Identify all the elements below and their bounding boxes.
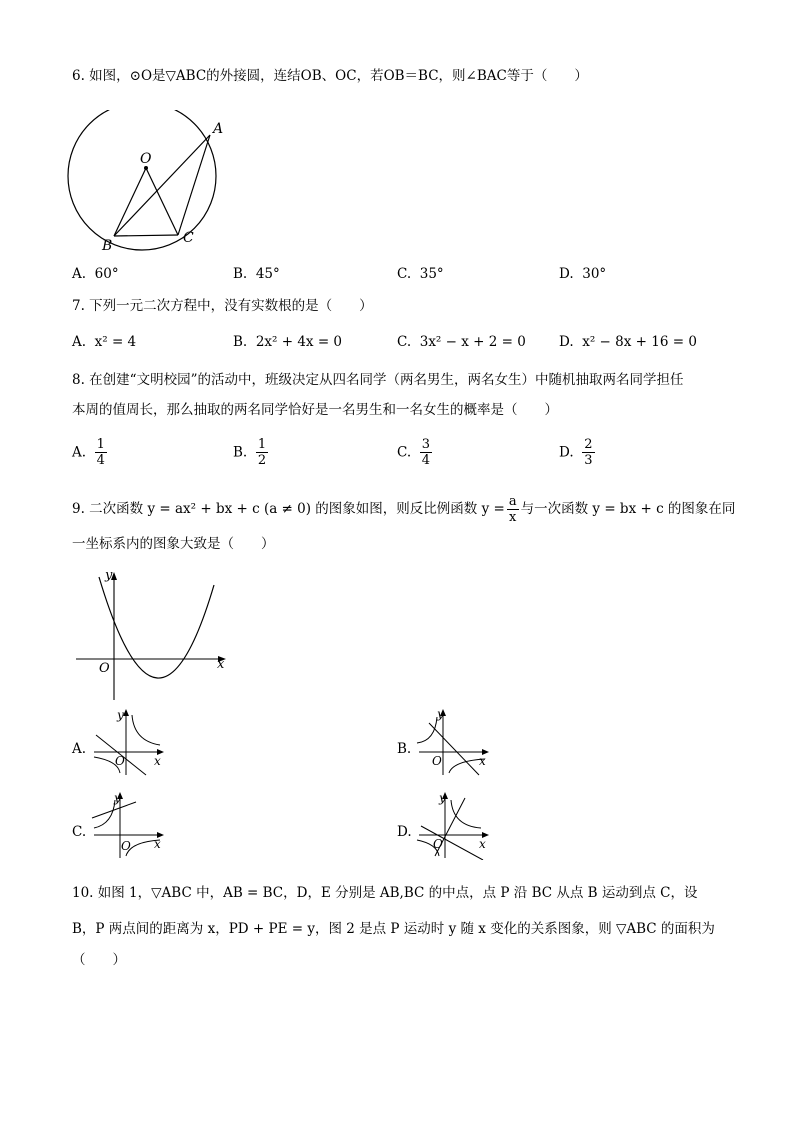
svg-text:y: y (437, 707, 444, 721)
q9-option-c[interactable]: C. (72, 824, 87, 840)
svg-text:y: y (114, 791, 121, 805)
svg-text:O: O (433, 837, 443, 851)
q8-option-d[interactable]: D. $\frac{2}{3}$ (559, 437, 593, 468)
q8-option-c[interactable]: C. $\frac{3}{4}$ (397, 437, 431, 468)
q7-stem: 7. 下列一元二次方程中，没有实数根的是（ ） (72, 298, 373, 314)
q9-stem-line1: 9. 二次函数 y = ax² + bx + c (a ≠ 0) 的图象如图，则反比例函数 y = $\frac{a}{x}$ 与一次函数 y = bx + c 的图象在同 (72, 494, 736, 525)
svg-text:x: x (479, 754, 486, 768)
q8-stem-line1: 8. 在创建“文明校园”的活动中，班级决定从四名同学（两名男生，两名女生）中随机抽取两名同学担任 (72, 372, 684, 388)
q9-parabola-figure (72, 565, 232, 705)
q6-option-c[interactable]: C. 35° (397, 266, 444, 282)
svg-text:x: x (154, 754, 161, 768)
label-O: O (140, 151, 152, 167)
q6-option-d[interactable]: D. 30° (559, 266, 607, 282)
svg-text:y: y (105, 568, 113, 583)
q9-option-b-graph[interactable] (413, 705, 495, 777)
svg-text:O: O (115, 754, 125, 768)
q10-stem-line2: B，P 两点间的距离为 x，PD + PE = y，图 2 是点 P 运动时 y 随 x 变化的关系图象，则 ▽ABC 的面积为 (72, 921, 715, 937)
q6-option-b[interactable]: B. 45° (233, 266, 280, 282)
q8-stem-line2: 本周的值周长，那么抽取的两名同学恰好是一名男生和一名女生的概率是（ ） (72, 402, 558, 418)
svg-text:x: x (217, 657, 225, 672)
q8-option-b[interactable]: B. $\frac{1}{2}$ (233, 437, 267, 468)
svg-text:x: x (479, 837, 486, 851)
q9-option-a-graph[interactable] (88, 705, 170, 777)
q9-stem-line2: 一坐标系内的图象大致是（ ） (72, 536, 275, 552)
q9-option-a[interactable]: A. (72, 741, 87, 757)
svg-text:x: x (154, 837, 161, 851)
q7-option-a[interactable]: A. x² = 4 (72, 334, 137, 350)
q7-option-c[interactable]: C. 3x² − x + 2 = 0 (397, 334, 526, 350)
label-C: C (183, 230, 194, 246)
q6-option-a[interactable]: A. 60° (72, 266, 119, 282)
q9-option-d[interactable]: D. (397, 824, 412, 840)
q9-option-d-graph[interactable] (413, 788, 495, 860)
svg-text:y: y (439, 791, 446, 805)
label-A: A (213, 121, 224, 137)
q9-option-b[interactable]: B. (397, 741, 412, 757)
q10-stem-line3: （ ） (72, 952, 126, 968)
q9-option-c-graph[interactable] (88, 788, 170, 860)
q7-option-d[interactable]: D. x² − 8x + 16 = 0 (559, 334, 697, 350)
svg-text:O: O (99, 661, 110, 676)
q7-option-b[interactable]: B. 2x² + 4x = 0 (233, 334, 343, 350)
svg-text:O: O (121, 839, 131, 853)
q8-option-a[interactable]: A. $\frac{1}{4}$ (72, 437, 105, 468)
q10-stem-line1: 10. 如图 1，▽ABC 中，AB = BC，D，E 分别是 AB,BC 的中点，点 P 沿 BC 从点 B 运动到点 C，设 (72, 885, 698, 901)
q6-stem: 6. 如图，⊙O是▽ABC的外接圆，连结OB、OC，若OB＝BC，则∠BAC等于（ ） (72, 68, 588, 84)
svg-text:O: O (432, 754, 442, 768)
svg-text:y: y (117, 708, 124, 722)
q6-circle-figure (60, 110, 235, 260)
label-B: B (102, 238, 113, 254)
